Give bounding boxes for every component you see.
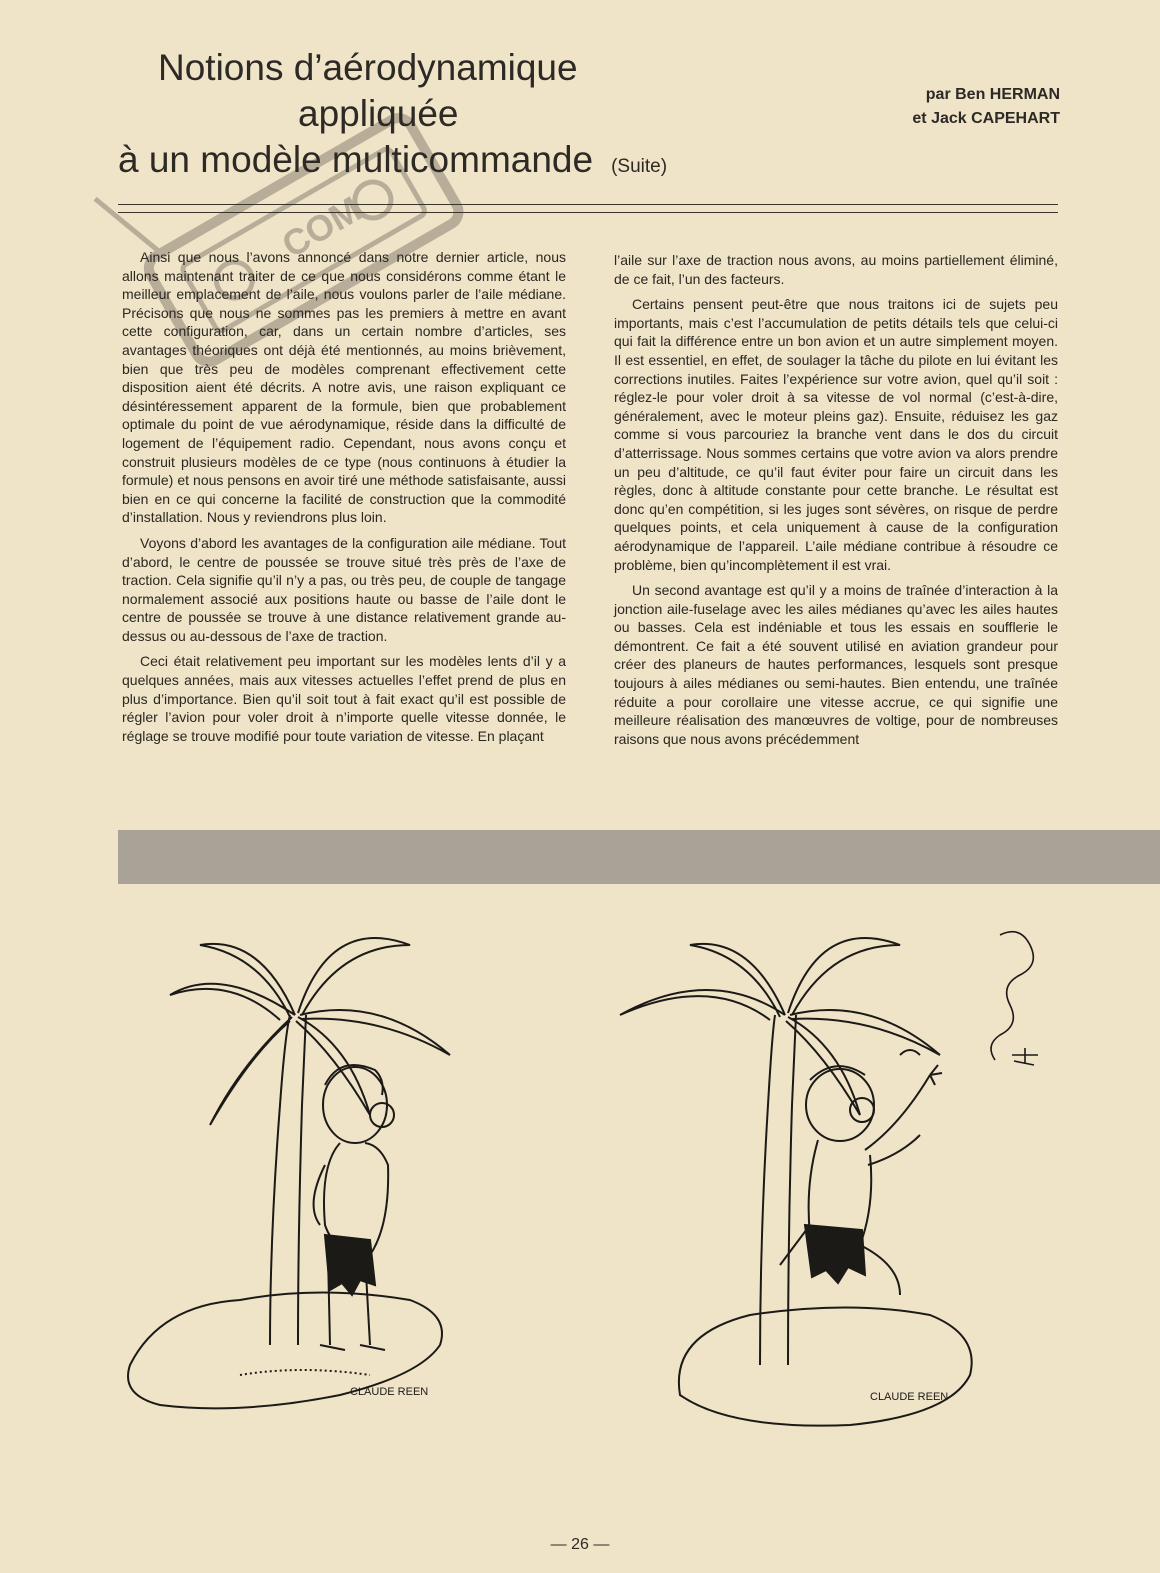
paragraph: Voyons d’abord les avantages de la configuration aile médiane. Tout d’abord, le centre de poussée se trouve situé très près de l’axe de traction. Cela signifie qu’il n’y a pas, ou très peu, de couple de tangage normalement associé aux positions haute ou basse de l’aile dont le centre de poussée se trouve à une distance relativement grande au-dessus ou au-dessous de l’axe de traction. bbox=[122, 534, 566, 644]
cartoon-right-drawing bbox=[600, 905, 1060, 1465]
title-rule-bottom bbox=[118, 212, 1058, 213]
paragraph: Ainsi que nous l’avons annoncé dans notre dernier article, nous allons maintenant traiter de ce que nous considérons comme étant le meilleur emplacement de l’aile, nous voulons parler de l’aile médiane. Précisons que nous ne sommes pas les premiers à mettre en avant cette configuration, car, dans un certain nombre d’articles, ses avantages théoriques ont déjà été mentionnés, au moins brièvement, bien que très peu de modèles comprenant effectivement cette disposition aient été décrits. A notre avis, une raison expliquant ce désintéressement apparent de la formule, bien que probablement optimale du point de vue aérodynamique, réside dans la difficulté de logement de l’équipement radio. Cependant, nous avons conçu et construit plusieurs modèles de ce type (nous continuons à étudier la formule) et nous pensons en avoir tiré une méthode satisfaisante, aussi bien en ce qui concerne la facilité de construction que la commodité d’installation. Nous y reviendrons plus loin. bbox=[122, 249, 566, 526]
article-authors bbox=[870, 83, 1060, 131]
gray-band bbox=[118, 830, 1160, 884]
article-column-left bbox=[122, 248, 566, 752]
author-line-1: par Ben HERMAN bbox=[925, 86, 1060, 103]
paragraph: Ceci était relativement peu important sur les modèles lents d’il y a quelques années, mais aux vitesses actuelles l’effet prend de plus en plus d’importance. Bien qu’il soit tout à fait exact qu’il est possible de régler l’avion pour voler droit à n’importe quelle vitesse donnée, le réglage se trouve modifié pour toute variation de vitesse. En plaçant bbox=[122, 653, 566, 744]
signature-left: CLAUDE REEN bbox=[350, 1386, 429, 1398]
title-line-2: appliquée bbox=[298, 93, 459, 134]
article-title bbox=[118, 45, 798, 190]
page-number: — 26 — bbox=[550, 1536, 610, 1553]
title-line-3 bbox=[118, 137, 798, 190]
article-column-right bbox=[614, 251, 1058, 755]
paragraph: l’aile sur l’axe de traction nous avons, au moins partiellement éliminé, de ce fait, l’un des facteurs. bbox=[614, 252, 1058, 287]
paragraph: Un second avantage est qu’il y a moins de traînée d’interaction à la jonction aile-fuselage avec les ailes médianes qu’avec les ailes hautes ou basses. Cela est indéniable et tous les essais en soufflerie le démontrent. Ce fait a été souvent utilisé en aviation grandeur pour créer des planeurs de hautes performances, lesquels sont presque toujours à ailes médianes ou semi-hautes. Bien entendu, une traînée réduite a pour corollaire une vitesse accrue, ce qui signifie une meilleure réalisation des manœuvres de voltige, pour de nombreuses raisons que nous avons précédemment bbox=[614, 582, 1058, 747]
cartoon-left bbox=[120, 905, 560, 1465]
cartoon-right bbox=[600, 905, 1060, 1465]
title-line-3-text: à un modèle multicommande bbox=[118, 139, 594, 180]
signature-right: CLAUDE REEN bbox=[870, 1391, 949, 1403]
paragraph: Certains pensent peut-être que nous traitons ici de sujets peu importants, mais c’est l’accumulation de petits détails tels que celui-ci qui fait la différence entre un bon avion et un autre simplement moyen. Il est essentiel, en effet, de soulager la tâche du pilote en lui évitant les corrections inutiles. Faites l’expérience sur votre avion, quel qu’il soit : réglez-le pour voler droit à sa vitesse de vol normal (c’est-à-dire, généralement, avec le moteur pleins gaz). Ensuite, réduisez les gaz comme si vous parcouriez la branche vent dans le dos du circuit d’atterrissage. Nous sommes certains que votre avion va alors prendre un peu d’altitude, ce qu’il faut éviter pour faire un circuit dans les règles, donc à altitude constante pour cette branche. Le résultat est donc qu’en compétition, si les juges sont sévères, on risque de perdre quelques points, et cela uniquement à cause de la configuration aérodynamique de l’appareil. L’aile médiane contribue à résoudre ce problème, bien qu’incomplètement il est vrai. bbox=[614, 296, 1058, 573]
title-suite: (Suite) bbox=[611, 156, 668, 177]
watermark-text: COM bbox=[274, 188, 369, 266]
title-line-1: Notions d’aérodynamique bbox=[158, 47, 578, 88]
author-line-2: et Jack CAPEHART bbox=[912, 110, 1060, 127]
cartoon-left-drawing bbox=[120, 905, 560, 1465]
title-rule-top bbox=[118, 204, 1058, 205]
